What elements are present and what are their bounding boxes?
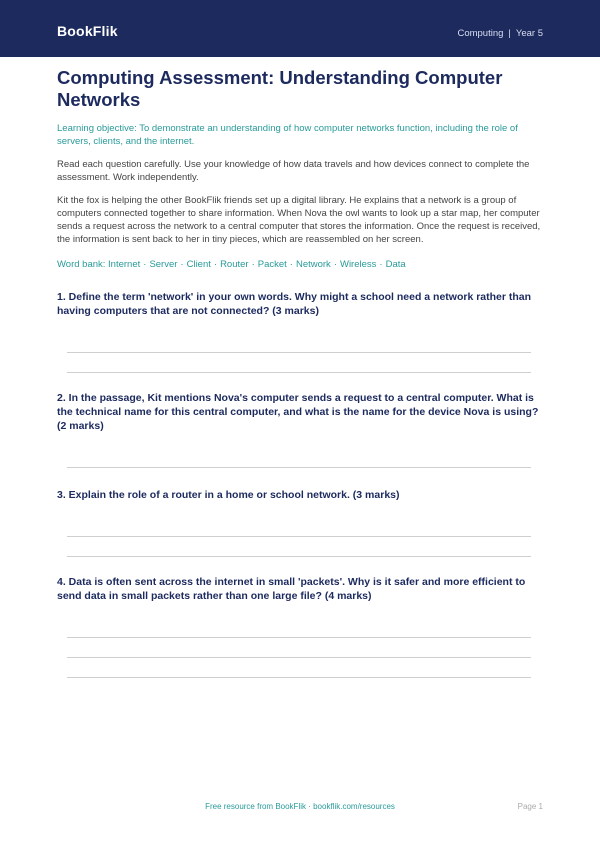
footer-text: Free resource from BookFlik · bookflik.com/resources xyxy=(205,802,395,811)
passage: Kit the fox is helping the other BookFlik friends set up a digital library. He explains that a network is a group of computers connected together to share information. When Nova the owl wants to look up a star map, her computer sends a request across the network to a central computer that stores the information. Once the request is received, the information is sent back to her in tiny pieces, which are reassembled on her screen. xyxy=(57,195,541,245)
page-number: Page 1 xyxy=(517,802,543,811)
word-bank-word: Packet xyxy=(257,259,287,270)
learning-objective: Learning objective: To demonstrate an understanding of how computer networks function, including the role of servers, clients, and the internet. xyxy=(57,123,518,147)
question-2: 2. In the passage, Kit mentions Nova's computer sends a request to a central computer. What is the technical name for this central computer, and what is the name for the device Nova is using? (2 marks) xyxy=(57,392,539,432)
word-bank-word: Internet xyxy=(108,259,141,270)
answer-line[interactable] xyxy=(67,657,531,658)
answer-line[interactable] xyxy=(67,467,531,468)
page-title: Computing Assessment: Understanding Computer Networks xyxy=(57,67,503,110)
question-3: 3. Explain the role of a router in a home or school network. (3 marks) xyxy=(57,489,400,501)
meta-separator: | xyxy=(508,28,511,39)
word-bank-word: Network xyxy=(295,259,331,270)
question-1: 1. Define the term 'network' in your own words. Why might a school need a network rather than having computers that are not connected? (3 marks) xyxy=(57,291,532,317)
word-bank-word: Wireless xyxy=(339,259,377,270)
subject-label: Computing xyxy=(457,28,504,39)
answer-line[interactable] xyxy=(67,677,531,678)
word-bank-word: Server xyxy=(149,259,178,270)
answer-line[interactable] xyxy=(67,536,531,537)
answer-line[interactable] xyxy=(67,352,531,353)
answer-line[interactable] xyxy=(67,556,531,557)
page-header xyxy=(0,0,600,57)
word-bank-label: Word bank: xyxy=(57,259,106,270)
word-bank-word: Client xyxy=(186,259,211,270)
word-bank-word: Router xyxy=(220,259,249,270)
question-4: 4. Data is often sent across the internet in small 'packets'. Why is it safer and more efficient to send data in small packets rather than one large file? (4 marks) xyxy=(57,576,526,602)
answer-line[interactable] xyxy=(67,637,531,638)
word-bank-word: Data xyxy=(385,259,406,270)
word-bank: Word bank: Internet · Server · Client · Router · Packet · Network · Wireless · Data xyxy=(57,259,406,270)
year-label: Year 5 xyxy=(515,28,543,39)
header-meta xyxy=(457,28,543,39)
brand-logo: BookFlik xyxy=(57,23,118,39)
answer-line[interactable] xyxy=(67,372,531,373)
instructions: Read each question carefully. Use your knowledge of how data travels and how devices connect to complete the assessment. Work independently. xyxy=(57,159,530,183)
